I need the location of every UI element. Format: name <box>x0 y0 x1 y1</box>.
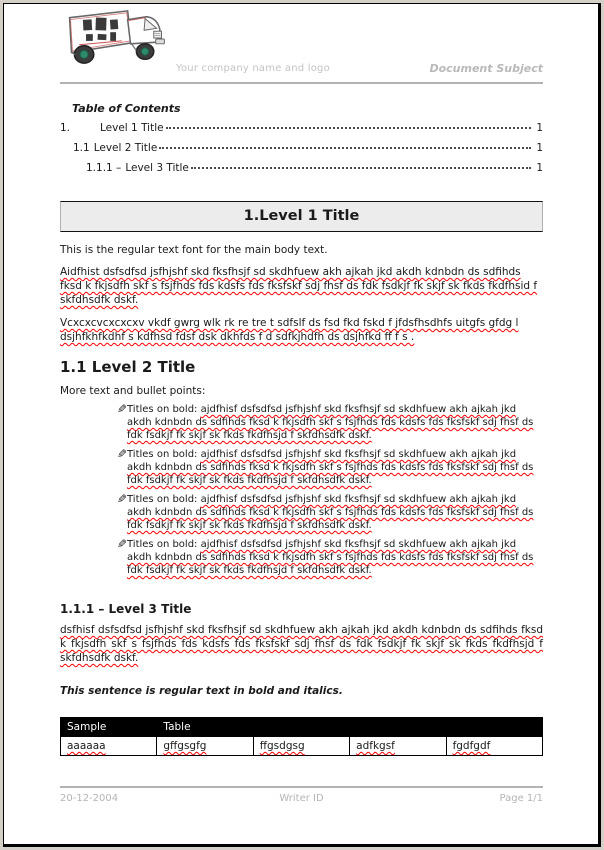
footer-date: 20-12-2004 <box>60 793 119 804</box>
bullet-list <box>60 403 543 577</box>
toc-entry-level1[interactable] <box>60 122 543 135</box>
body-paragraph-1 <box>60 265 543 307</box>
misspelled-text: Vcxcxcvcxcxcxv vkdf gwrg wlk rk re tre t sdfslf ds fsd fkd fskd f jfdsfhsdhfs uitgfs gfdg l dsjhfkhfkdhf s kdfhsd fdsf dsk dkhfds f d sdfkjhdfh ds dsjhfkd ff f s . <box>60 317 519 343</box>
toc-dot-leader <box>191 167 531 169</box>
misspelled-text: gffgsgfg <box>163 740 207 752</box>
bullet-text <box>127 538 543 577</box>
table-of-contents <box>60 102 543 175</box>
toc-entry-level3[interactable] <box>86 162 543 175</box>
footer-rule <box>60 786 543 788</box>
toc-entry-level2[interactable] <box>73 142 543 155</box>
bullet-label: Titles on bold: <box>127 449 201 460</box>
bullet-item <box>105 493 543 532</box>
truck-logo-icon <box>63 8 171 68</box>
table-cell[interactable] <box>253 737 349 756</box>
misspelled-text: ajdfhisf dsfsdfsd jsfhjshf skd fksfhsjf sd skdhfuew akh ajkah jkd akdh kdnbdn ds sdfihds fksd k fkjsdfh skf s fsjfhds fds kdsfs fds fksfskf sdj fhsf ds fdk fsdkjf fk skjf sk fkds fkdfhsjd f skfdhsdfk dskf. <box>127 404 534 441</box>
misspelled-text: aaaaaa <box>67 740 106 752</box>
table-cell[interactable] <box>446 737 542 756</box>
toc-entry-page: 1 <box>536 142 543 154</box>
toc-entry-label: Level 1 Title <box>100 122 164 134</box>
page-footer <box>60 786 543 804</box>
table-header-cell: Sample <box>61 718 157 737</box>
misspelled-text: fgdfgdf <box>452 740 491 752</box>
table-row <box>61 737 543 756</box>
company-name-text: Your company name and logo <box>176 63 330 74</box>
table-header-cell <box>253 718 349 737</box>
toc-entry-page: 1 <box>536 122 543 134</box>
bullet-item <box>105 538 543 577</box>
bullet-text <box>127 403 543 442</box>
bullet-text <box>127 448 543 487</box>
body-paragraph-3 <box>60 623 543 665</box>
misspelled-text: ajdfhisf dsfsdfsd jsfhjshf skd fksfhsjf sd skdhfuew akh ajkah jkd akdh kdnbdn ds sdfihds fksd k fkjsdfh skf s fsjfhds fds kdsfs fds fksfskf sdj fhsf ds fdk fsdkjf fk skjf sk fkds fkdfhsjd f skfdhsdfk dskf. <box>127 539 534 576</box>
toc-entry-number: 1.1.1 – <box>86 162 122 174</box>
heading-level1: 1.Level 1 Title <box>60 201 543 232</box>
bullet-item <box>105 448 543 487</box>
bullet-item <box>105 403 543 442</box>
table-cell[interactable] <box>157 737 253 756</box>
misspelled-text: ajdfhisf dsfsdfsd jsfhjshf skd fksfhsjf sd skdhfuew akh ajkah jkd akdh kdnbdn ds sdfihds fksd k fkjsdfh skf s fsjfhds fds kdsfs fds fksfskf sdj fhsf ds fdk fsdkjf fk skjf sk fkds fkdfhsjd f skfdhsdfk dskf. <box>127 494 534 531</box>
heading-level2: 1.1 Level 2 Title <box>60 358 196 376</box>
bullet-label: Titles on bold: <box>127 494 201 505</box>
toc-entry-page: 1 <box>536 162 543 174</box>
misspelled-text: ffgsdgsg <box>259 740 305 752</box>
heading-level3: 1.1.1 – Level 3 Title <box>60 602 192 616</box>
intro-paragraph: This is the regular text font for the main body text. <box>60 244 328 256</box>
misspelled-text: adfkgsf <box>356 740 395 752</box>
toc-dot-leader <box>166 127 531 129</box>
table-cell[interactable] <box>350 737 446 756</box>
misspelled-text: dsfhisf dsfsdfsd jsfhjshf skd fksfhsjf sd skdhfuew akh ajkah jkd akdh kdnbdn ds sdfihds fksd k fkjsdfh skf s fsjfhds fds kdsfs fds fksfskf sdj fhsf ds fdk fsdkjf fk skjf sk fkds fkdfhsjd f skfdhsdfk dskf. <box>60 624 543 664</box>
table-header-cell <box>446 718 542 737</box>
header-rule <box>60 82 543 84</box>
sample-table <box>60 717 543 756</box>
misspelled-text: ajdfhisf dsfsdfsd jsfhjshf skd fksfhsjf sd skdhfuew akh ajkah jkd akdh kdnbdn ds sdfihds fksd k fkjsdfh skf s fsjfhds fds kdsfs fds fksfskf sdj fhsf ds fdk fsdkjf fk skjf sk fkds fkdfhsjd f skfdhsdfk dskf. <box>127 449 534 486</box>
document-subject-text: Document Subject <box>429 62 543 75</box>
bullets-intro: More text and bullet points: <box>60 385 206 397</box>
toc-dot-leader <box>159 147 531 149</box>
pencil-bullet-icon: ✎ <box>116 492 127 506</box>
footer-page-number: Page 1/1 <box>499 793 543 804</box>
table-header-cell <box>350 718 446 737</box>
toc-title: Table of Contents <box>72 102 181 115</box>
misspelled-text: Aidfhist dsfsdfsd jsfhjshf skd fksfhsjf sd skdhfuew akh ajkah jkd akdh kdnbdn ds sdfihds fksd k fkjsdfh skf s fsjfhds fds kdsfs fds fksfskf sdj fhsf ds fdk fsdkjf fk skjf sk fkds fkdfhsid f skfdhsdfk dskf. <box>60 266 538 306</box>
table-cell[interactable] <box>61 737 157 756</box>
bullet-label: Titles on bold: <box>127 539 201 550</box>
bold-italic-sentence: This sentence is regular text in bold and italics. <box>60 685 343 697</box>
body-paragraph-2 <box>60 316 543 344</box>
toc-entry-label: Level 3 Title <box>125 162 189 174</box>
pencil-bullet-icon: ✎ <box>116 537 127 551</box>
bullet-text <box>127 493 543 532</box>
pencil-bullet-icon: ✎ <box>116 402 127 416</box>
page-header <box>60 4 543 82</box>
bullet-label: Titles on bold: <box>127 404 201 415</box>
footer-writer-id: Writer ID <box>279 793 324 804</box>
table-header-row <box>61 718 543 737</box>
table-header-cell: Table <box>157 718 253 737</box>
toc-entry-number: 1.1 <box>73 142 90 154</box>
document-page[interactable] <box>3 3 601 847</box>
pencil-bullet-icon: ✎ <box>116 447 127 461</box>
toc-entry-number: 1. <box>60 122 71 134</box>
toc-entry-label: Level 2 Title <box>93 142 158 154</box>
